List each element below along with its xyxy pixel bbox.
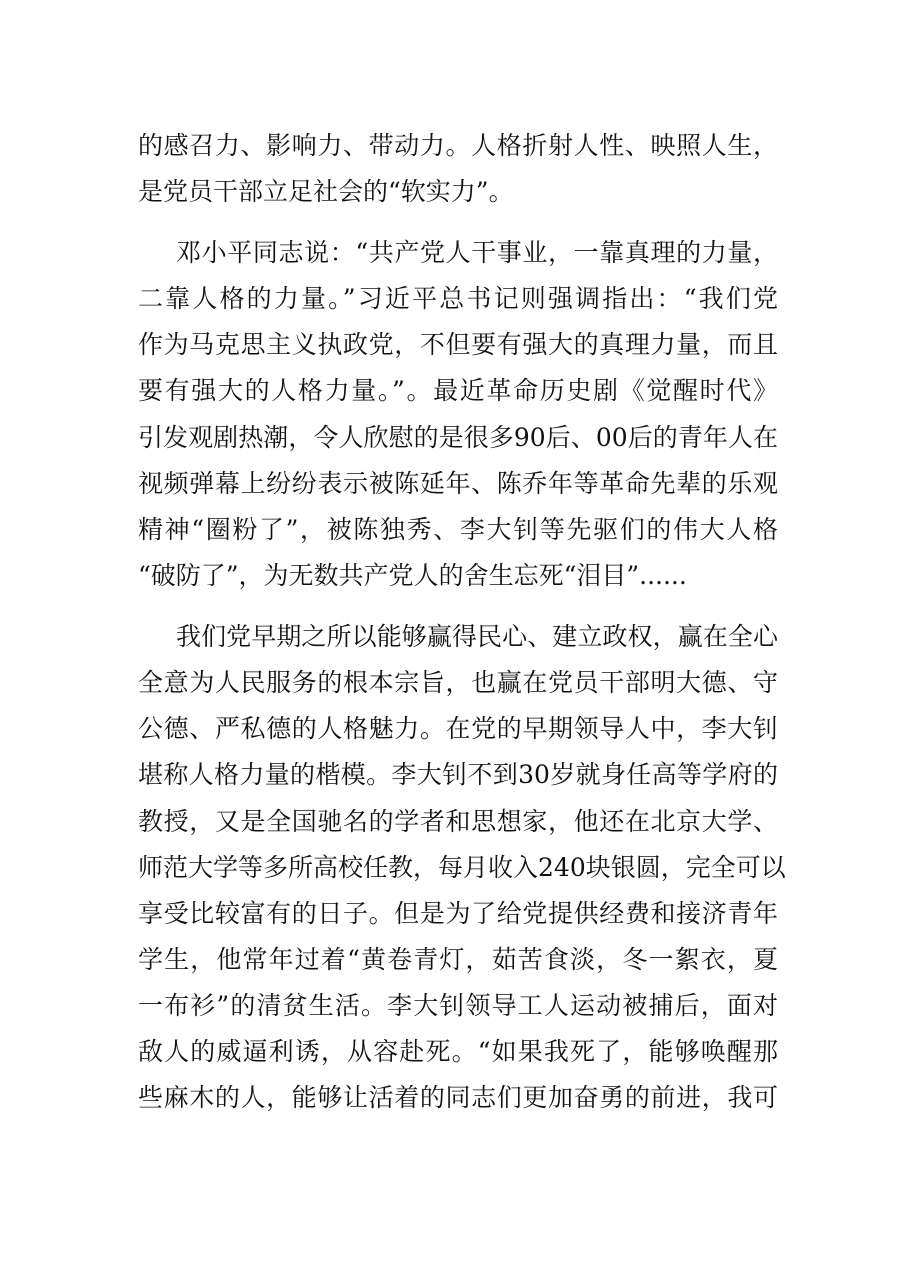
text-line: 引发观剧热潮，令人欣慰的是很多90后、00后的青年人在	[138, 423, 778, 452]
text-line: 公德、严私德的人格魅力。在党的早期领导人中，李大钊	[138, 714, 778, 743]
text-line: 一布衫”的清贫生活。李大钊领导工人运动被捕后，面对	[138, 991, 778, 1020]
text-line: 师范大学等多所高校任教，每月收入240块银圆，完全可以	[138, 853, 786, 882]
text-line: 的感召力、影响力、带动力。人格折射人性、映照人生，	[138, 131, 778, 160]
text-line: 作为马克思主义执政党，不但要有强大的真理力量，而且	[138, 330, 778, 359]
text-line: 敌人的威逼利诱，从容赴死。“如果我死了，能够唤醒那	[138, 1037, 778, 1066]
text-line: 要有强大的人格力量。”。最近革命历史剧《觉醒时代》	[138, 376, 778, 405]
text-line: 二靠人格的力量。”习近平总书记则强调指出：“我们党	[138, 284, 778, 313]
text-line: “破防了”，为无数共产党人的舍生忘死“泪目”......	[138, 561, 687, 590]
text-line: 全意为人民服务的根本宗旨，也赢在党员干部明大德、守	[138, 668, 778, 697]
text-line: 学生，他常年过着“黄卷青灯，茹苦食淡，冬一絮衣，夏	[138, 945, 778, 974]
text-line: 视频弹幕上纷纷表示被陈延年、陈乔年等革命先辈的乐观	[138, 469, 778, 498]
text-line: 精神“圈粉了”，被陈独秀、李大钊等先驱们的伟大人格	[138, 515, 778, 544]
text-line: 些麻木的人，能够让活着的同志们更加奋勇的前进，我可	[138, 1083, 778, 1112]
paragraph-first-line: 邓小平同志说：“共产党人干事业，一靠真理的力量，	[176, 238, 778, 267]
text-line: 享受比较富有的日子。但是为了给党提供经费和接济青年	[138, 899, 778, 928]
text-line: 是党员干部立足社会的“软实力”。	[138, 177, 514, 206]
text-line: 堪称人格力量的楷模。李大钊不到30岁就身任高等学府的	[138, 760, 778, 789]
text-line: 教授，又是全国驰名的学者和思想家，他还在北京大学、	[138, 807, 778, 836]
paragraph-first-line: 我们党早期之所以能够赢得民心、建立政权，赢在全心	[176, 622, 778, 651]
